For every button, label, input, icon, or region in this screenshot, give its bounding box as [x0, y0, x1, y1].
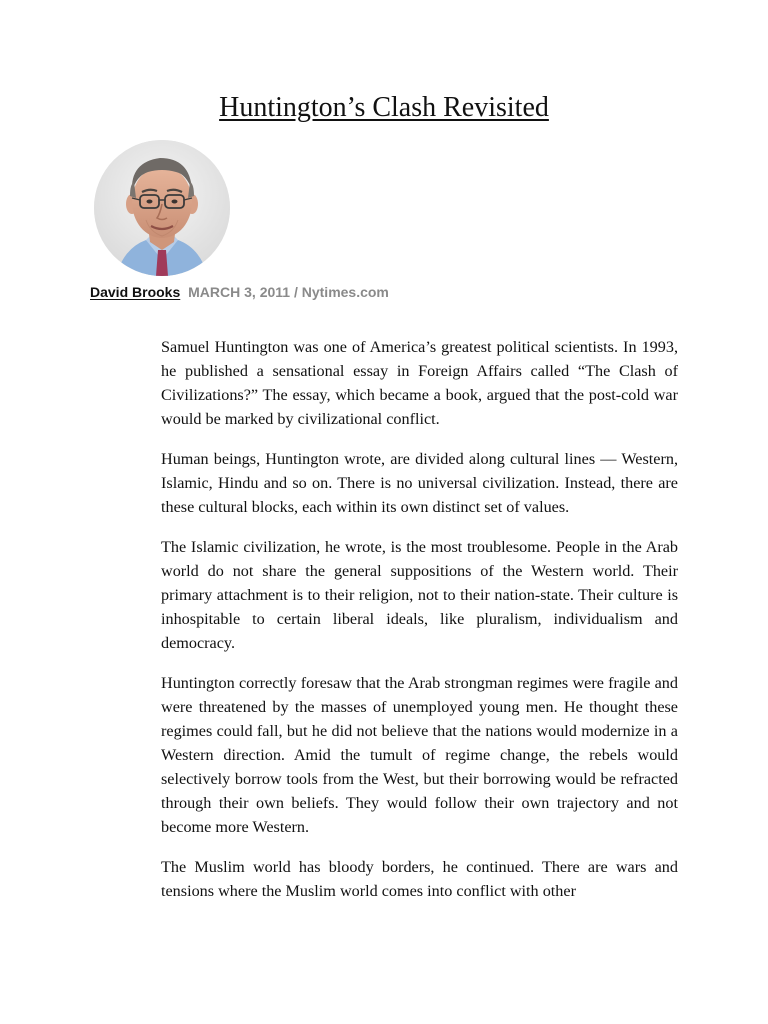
author-avatar: [94, 140, 230, 276]
publication-meta: MARCH 3, 2011 / Nytimes.com: [188, 284, 389, 300]
author-portrait-image: [94, 140, 230, 276]
article-paragraph: The Muslim world has bloody borders, he continued. There are wars and tensions where the Muslim world comes into conflict with other: [161, 858, 678, 900]
article-paragraph: Human beings, Huntington wrote, are divided along cultural lines — Western, Islamic, Hindu and so on. There is no universal civilization. Instead, there are these cultural blocks, each within its own distinct set of values.: [161, 450, 678, 516]
article-paragraph: Samuel Huntington was one of America’s greatest political scientists. In 1993, he published a sensational essay in Foreign Affairs called “The Clash of Civilizations?” The essay, which became a book, argued that the post-cold war would be marked by civilizational conflict.: [161, 338, 678, 428]
page-title: Huntington’s Clash Revisited: [219, 92, 549, 123]
author-link[interactable]: David Brooks: [90, 284, 181, 300]
byline: [90, 284, 389, 300]
article-paragraph: The Islamic civilization, he wrote, is the most troublesome. People in the Arab world do not share the general suppositions of the Western world. Their primary attachment is to their religion, not to their nation-state. Their culture is inhospitable to certain liberal ideals, like pluralism, individualism and democracy.: [161, 538, 678, 652]
article-paragraph: Huntington correctly foresaw that the Arab strongman regimes were fragile and were threatened by the masses of unemployed young men. He thought these regimes could fall, but he did not believe that the nations would modernize in a Western direction. Amid the tumult of regime change, the rebels would selectively borrow tools from the West, but their borrowing would be refracted through their own beliefs. They would follow their own trajectory and not become more Western.: [161, 674, 678, 836]
article-body: [161, 335, 678, 919]
